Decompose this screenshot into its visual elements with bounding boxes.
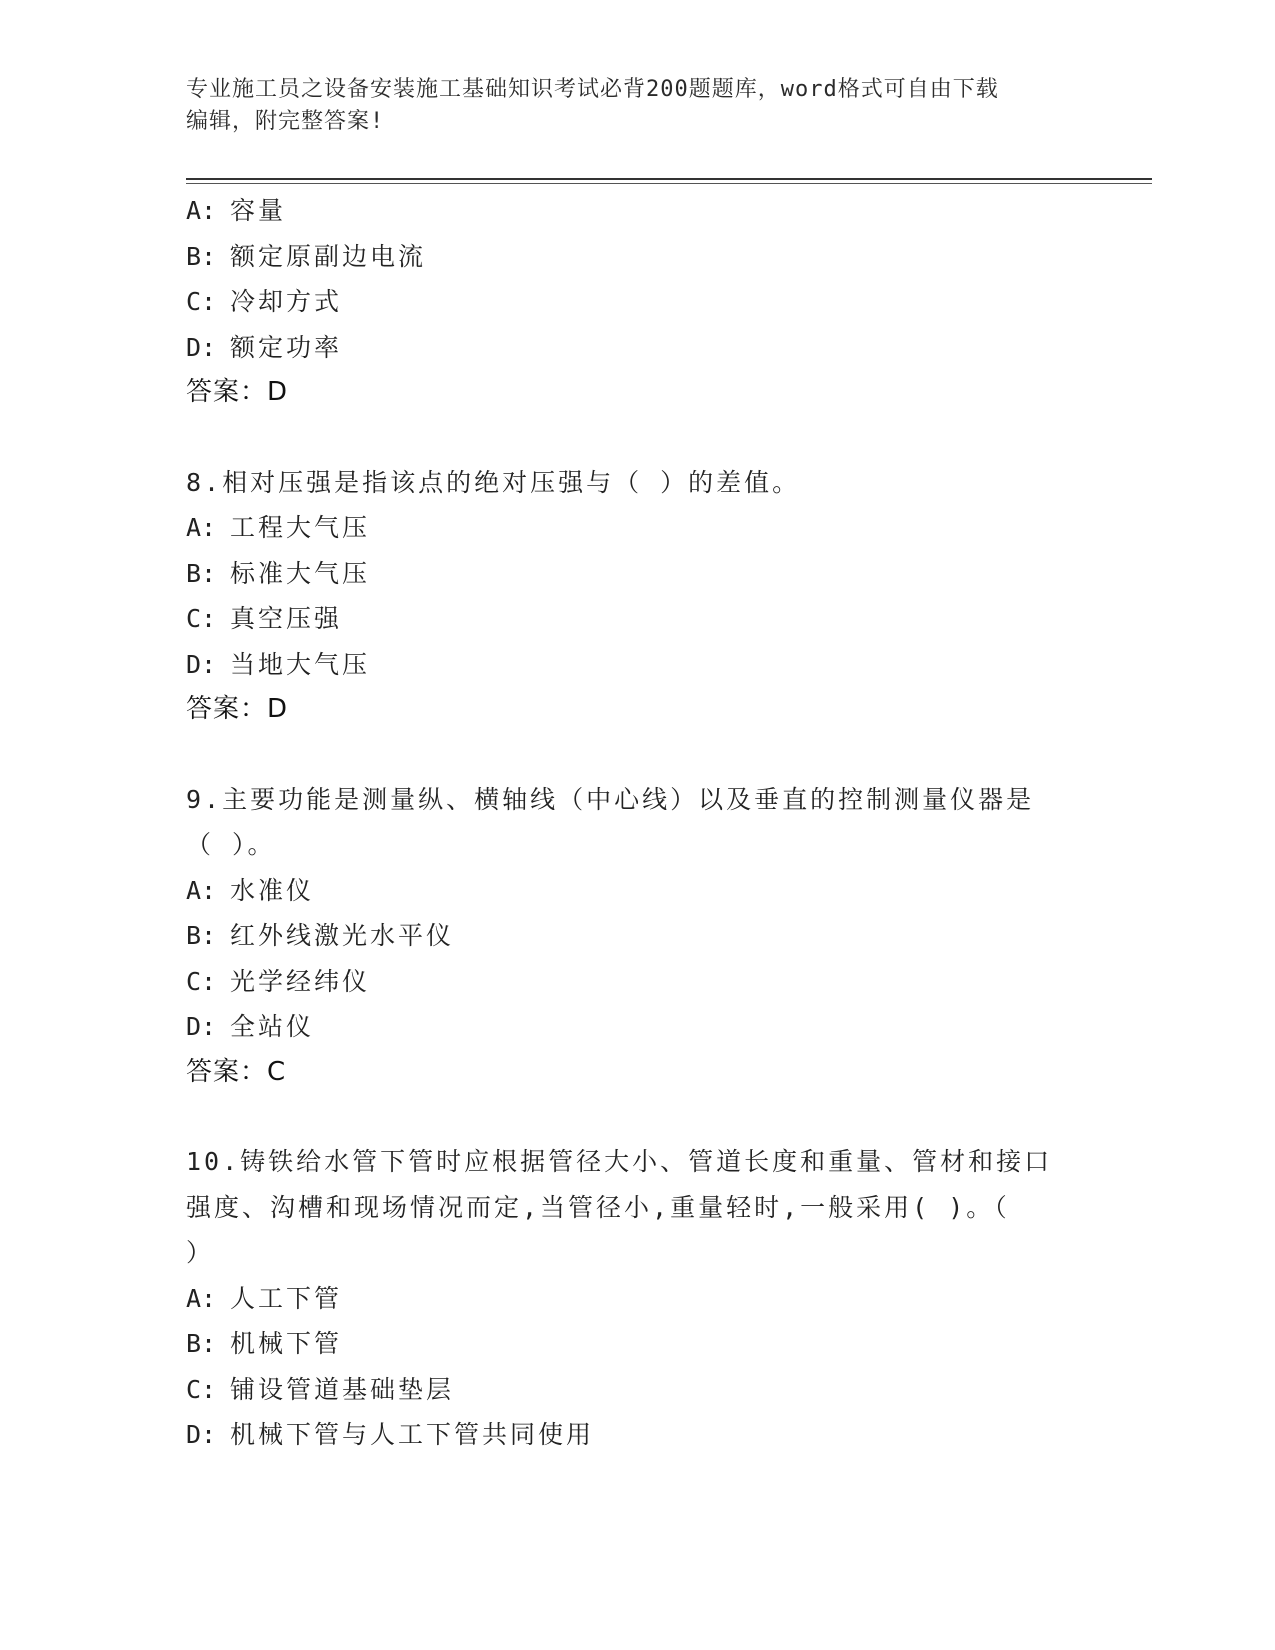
option-a: [186, 1276, 1152, 1322]
option-b: [186, 234, 1152, 280]
option-c: [186, 596, 1152, 642]
question-list: [186, 188, 1152, 1458]
option-text: 冷却方式: [230, 287, 343, 316]
option-letter: C:: [186, 287, 217, 316]
option-text: 光学经纬仪: [230, 966, 371, 996]
option-a: [186, 505, 1152, 551]
option-c: [186, 959, 1152, 1005]
option-text: 工程大气压: [230, 513, 371, 542]
question-block-9: [186, 777, 1152, 1096]
option-letter: D:: [186, 1420, 217, 1449]
option-text: 机械下管: [230, 1329, 343, 1358]
option-text: 人工下管: [230, 1283, 343, 1313]
option-b: [186, 551, 1152, 597]
document-header: [186, 74, 1066, 138]
option-letter: A:: [186, 1283, 217, 1313]
option-d: [186, 1412, 1152, 1458]
option-text: 额定原副边电流: [230, 241, 427, 271]
option-c: [186, 1367, 1152, 1413]
option-d: [186, 1004, 1152, 1050]
option-letter: A:: [186, 513, 217, 542]
question-stem: 强度、沟槽和现场情况而定,当管径小,重量轻时,一般采用( )。（: [186, 1192, 1010, 1222]
option-a: [186, 868, 1152, 914]
option-text: 当地大气压: [230, 649, 371, 679]
option-text: 水准仪: [230, 875, 315, 905]
option-letter: B:: [186, 921, 217, 950]
option-letter: B:: [186, 558, 217, 588]
question-stem: 9.主要功能是测量纵、横轴线（中心线）以及垂直的控制测量仪器是: [186, 784, 1035, 814]
option-letter: A:: [186, 196, 217, 225]
option-text: 真空压强: [230, 604, 343, 633]
question-stem: ）: [186, 1238, 215, 1267]
option-b: [186, 913, 1152, 959]
header-divider-thin: [186, 183, 1152, 184]
question-stem: 8.相对压强是指该点的绝对压强与（ ）的差值。: [186, 467, 801, 497]
option-letter: C:: [186, 1374, 217, 1404]
option-b: [186, 1321, 1152, 1367]
question-block-prev: [186, 188, 1152, 416]
question-gap: [186, 1095, 1152, 1139]
question-block-10: [186, 1139, 1152, 1458]
option-c: [186, 279, 1152, 325]
option-letter: C:: [186, 966, 217, 996]
option-text: 额定功率: [230, 332, 343, 362]
option-a: [186, 188, 1152, 234]
question-block-8: [186, 460, 1152, 733]
question-stem: （ ）。: [186, 830, 276, 859]
option-text: 容量: [230, 196, 287, 225]
option-letter: B:: [186, 241, 217, 271]
option-text: 全站仪: [230, 1012, 315, 1041]
option-letter: B:: [186, 1329, 217, 1358]
answer-line: 答案：D: [186, 377, 289, 407]
option-letter: A:: [186, 875, 217, 905]
option-letter: C:: [186, 604, 217, 633]
option-text: 铺设管道基础垫层: [230, 1374, 455, 1404]
option-text: 标准大气压: [230, 558, 371, 588]
question-gap: [186, 416, 1152, 460]
answer-line: 答案：C: [186, 1056, 287, 1087]
header-line-1: 专业施工员之设备安装施工基础知识考试必背200题题库，word格式可自由下载: [186, 77, 999, 102]
option-letter: D:: [186, 332, 217, 362]
option-letter: D:: [186, 649, 217, 679]
option-text: 机械下管与人工下管共同使用: [230, 1420, 595, 1449]
option-d: [186, 642, 1152, 688]
option-letter: D:: [186, 1012, 217, 1041]
option-text: 红外线激光水平仪: [230, 921, 455, 950]
answer-line: 答案：D: [186, 694, 289, 724]
option-d: [186, 325, 1152, 371]
question-stem: 10.铸铁给水管下管时应根据管径大小、管道长度和重量、管材和接口: [186, 1147, 1053, 1176]
header-line-2: 编辑，附完整答案!: [186, 109, 385, 134]
question-gap: [186, 733, 1152, 777]
header-divider-thick: [186, 178, 1152, 180]
